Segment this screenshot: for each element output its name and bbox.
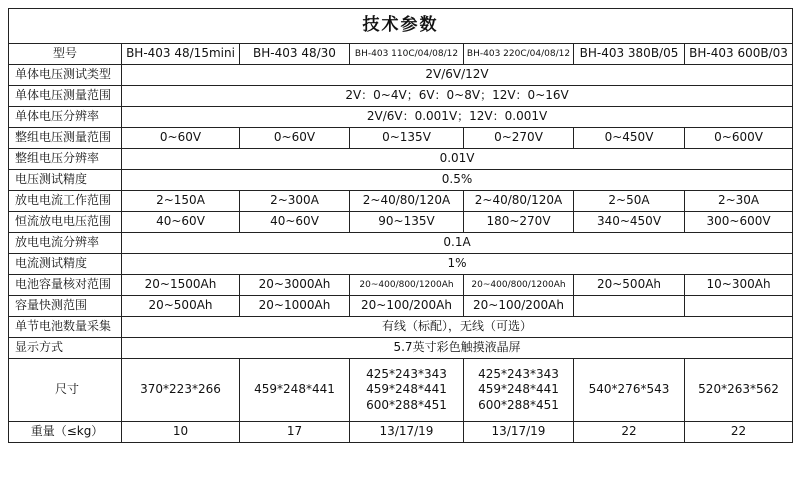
cell: 20~400/800/1200Ah [350,275,464,296]
table-row [9,338,793,359]
cell: 459*248*441 [240,359,350,422]
row-label: 电池容量核对范围 [9,275,122,296]
row-value: 5.7英寸彩色触摸液晶屏 [122,338,793,359]
model-1: BH-403 48/15mini [122,44,240,65]
row-label: 单节电池数量采集 [9,317,122,338]
table-row [9,65,793,86]
cell: 22 [574,422,685,443]
cell: 2~40/80/120A [464,191,574,212]
table-row [9,107,793,128]
dimension-line: 459*248*441 [478,382,559,397]
cell: 2~150A [122,191,240,212]
row-label: 电流测试精度 [9,254,122,275]
table-row [9,275,793,296]
row-value: 2V/6V：0.001V；12V：0.001V [122,107,793,128]
cell: 180~270V [464,212,574,233]
model-4: BH-403 220C/04/08/12 [464,44,574,65]
table-row [9,212,793,233]
cell: 22 [685,422,793,443]
table-row [9,128,793,149]
table-row [9,422,793,443]
row-value: 0.1A [122,233,793,254]
spec-sheet [8,8,792,490]
cell: 20~1500Ah [122,275,240,296]
row-value: 2V/6V/12V [122,65,793,86]
cell: 0~60V [122,128,240,149]
row-label: 单体电压分辨率 [9,107,122,128]
header-row [9,44,793,65]
table-row [9,170,793,191]
cell: 20~400/800/1200Ah [464,275,574,296]
cell: 340~450V [574,212,685,233]
row-label: 整组电压分辨率 [9,149,122,170]
cell: 2~300A [240,191,350,212]
row-label: 显示方式 [9,338,122,359]
cell: 540*276*543 [574,359,685,422]
cell [464,359,574,422]
cell: 13/17/19 [464,422,574,443]
cell: 2~50A [574,191,685,212]
cell: 40~60V [240,212,350,233]
cell: 40~60V [122,212,240,233]
cell: 20~500Ah [122,296,240,317]
table-row [9,254,793,275]
model-6: BH-403 600B/03 [685,44,793,65]
dimension-line: 425*243*343 [366,366,447,381]
row-label: 单体电压测试类型 [9,65,122,86]
cell: 2~40/80/120A [350,191,464,212]
cell: 17 [240,422,350,443]
title-row [9,9,793,44]
spec-table [8,8,793,443]
model-5: BH-403 380B/05 [574,44,685,65]
row-label: 尺寸 [9,359,122,422]
cell: 20~3000Ah [240,275,350,296]
model-3: BH-403 110C/04/08/12 [350,44,464,65]
cell: 370*223*266 [122,359,240,422]
cell: 0~450V [574,128,685,149]
row-label: 电压测试精度 [9,170,122,191]
table-row [9,296,793,317]
cell: 13/17/19 [350,422,464,443]
table-row [9,191,793,212]
cell: 10~300Ah [685,275,793,296]
cell: 20~100/200Ah [350,296,464,317]
cell: 0~600V [685,128,793,149]
cell: 0~60V [240,128,350,149]
row-value: 2V：0~4V；6V：0~8V；12V：0~16V [122,86,793,107]
cell [574,296,685,317]
row-label: 恒流放电电压范围 [9,212,122,233]
cell: 0~135V [350,128,464,149]
row-label: 放电电流分辨率 [9,233,122,254]
cell [685,296,793,317]
table-row [9,317,793,338]
cell: 20~1000Ah [240,296,350,317]
table-row [9,233,793,254]
dimension-line: 600*288*451 [478,397,559,412]
row-value: 0.5% [122,170,793,191]
model-2: BH-403 48/30 [240,44,350,65]
table-row [9,149,793,170]
table-title: 技术参数 [9,9,793,44]
row-label: 放电电流工作范围 [9,191,122,212]
row-label: 重量（≤kg） [9,422,122,443]
row-label: 整组电压测量范围 [9,128,122,149]
row-label: 容量快测范围 [9,296,122,317]
row-value: 有线（标配），无线（可选） [122,317,793,338]
table-row [9,359,793,422]
dimension-line: 600*288*451 [366,397,447,412]
table-row [9,86,793,107]
cell: 20~100/200Ah [464,296,574,317]
cell: 10 [122,422,240,443]
cell: 90~135V [350,212,464,233]
dimension-line: 459*248*441 [366,382,447,397]
cell: 520*263*562 [685,359,793,422]
cell: 20~500Ah [574,275,685,296]
row-value: 1% [122,254,793,275]
cell: 2~30A [685,191,793,212]
cell [350,359,464,422]
cell: 300~600V [685,212,793,233]
dimension-line: 425*243*343 [478,366,559,381]
cell: 0~270V [464,128,574,149]
row-value: 0.01V [122,149,793,170]
row-label: 单体电压测量范围 [9,86,122,107]
model-label: 型号 [9,44,122,65]
